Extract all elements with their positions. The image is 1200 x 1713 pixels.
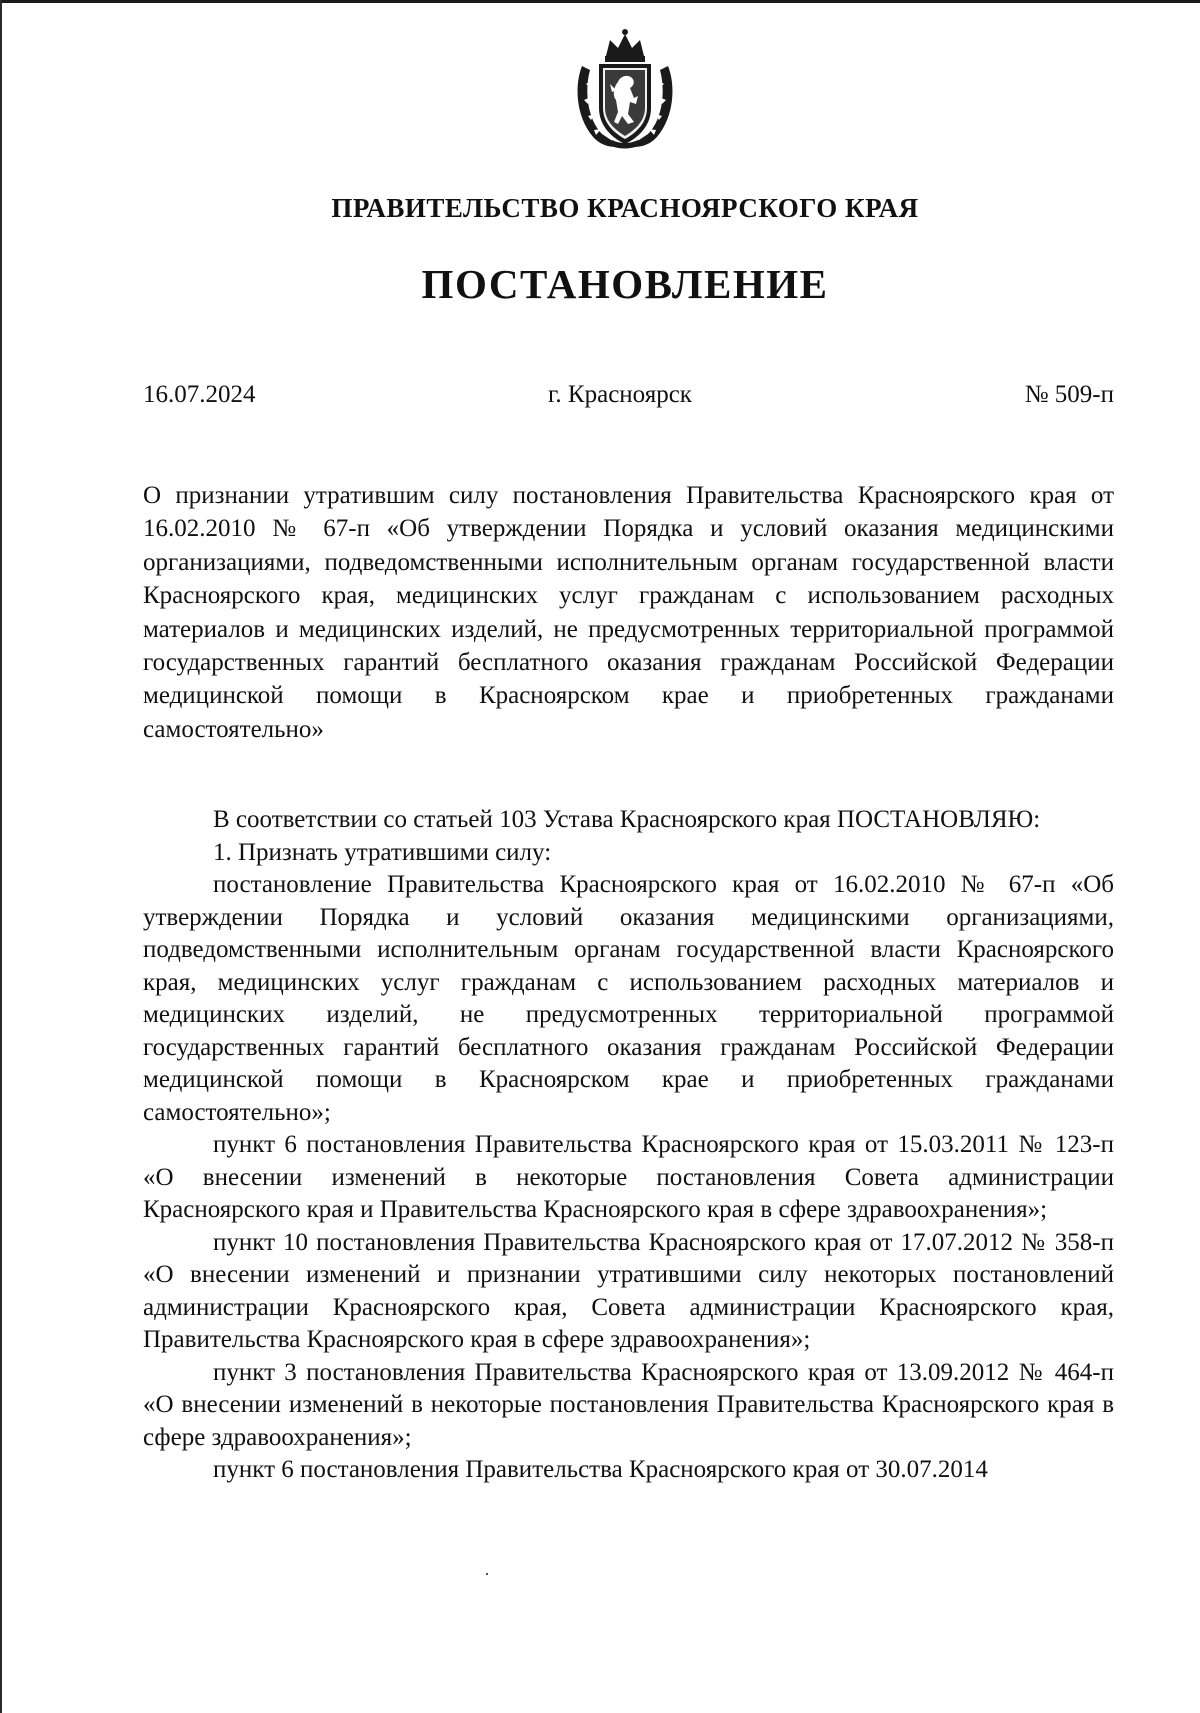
- document-city: г. Красноярск: [548, 381, 692, 408]
- document-subject: О признании утратившим силу постановления Правительства Красноярского края от 16.02.2010 № 67-п «Об утверждении Порядка и условий оказания медицинскими организациями, подведомственными исполнительным органам государственной власти Красноярского края, медицинских услуг гражданам с использованием расходных материалов и медицинских изделий, не предусмотренных территориальной программой государственных гарантий бесплатного оказания гражданам Российской Федерации медицинской помощи в Красноярском крае и приобретенных гражданами самостоятельно»: [143, 482, 1114, 743]
- document-type-heading: ПОСТАНОВЛЕНИЕ: [421, 261, 829, 307]
- document-date: 16.07.2024: [143, 381, 256, 408]
- body-clause: пункт 10 постановления Правительства Красноярского края от 17.07.2012 № 358-п «О внесении изменений и признании утратившими силу некоторых постановлений администрации Красноярского края, Совета администрации Красноярского края, Правительства Красноярского края в сфере здравоохранения»;: [143, 1228, 1114, 1353]
- document-body: [143, 804, 1114, 1487]
- body-item-1: 1. Признать утратившими силу:: [213, 838, 552, 866]
- scan-edge-left: [0, 0, 2, 1713]
- krasnoyarsk-coat-of-arms-icon: [572, 26, 678, 152]
- organization-title: ПРАВИТЕЛЬСТВО КРАСНОЯРСКОГО КРАЯ: [331, 193, 919, 223]
- scan-edge-top: [0, 0, 1200, 3]
- scan-speck: [486, 1573, 488, 1575]
- body-preamble: В соответствии со статьей 103 Устава Красноярского края ПОСТАНОВЛЯЮ:: [213, 806, 1041, 833]
- body-clause: пункт 3 постановления Правительства Красноярского края от 13.09.2012 № 464-п «О внесении изменений в некоторые постановления Правительства Красноярского края в сфере здравоохранения»;: [143, 1358, 1114, 1451]
- body-clause: пункт 6 постановления Правительства Красноярского края от 15.03.2011 № 123-п «О внесении изменений в некоторые постановления Совета администрации Красноярского края и Правительства Красноярского края в сфере здравоохранения»;: [143, 1131, 1114, 1223]
- document-number: № 509-п: [1024, 381, 1114, 408]
- body-clause: пункт 6 постановления Правительства Красноярского края от 30.07.2014: [213, 1456, 988, 1483]
- body-clause: постановление Правительства Красноярского края от 16.02.2010 № 67-п «Об утверждении Порядка и условий оказания медицинскими организациями, подведомственными исполнительным органам государственной власти Красноярского края, медицинских услуг гражданам с использованием расходных материалов и медицинских изделий, не предусмотренных территориальной программой государственных гарантий бесплатного оказания гражданам Российской Федерации медицинской помощи в Красноярском крае и приобретенных гражданами самостоятельно»;: [143, 871, 1114, 1126]
